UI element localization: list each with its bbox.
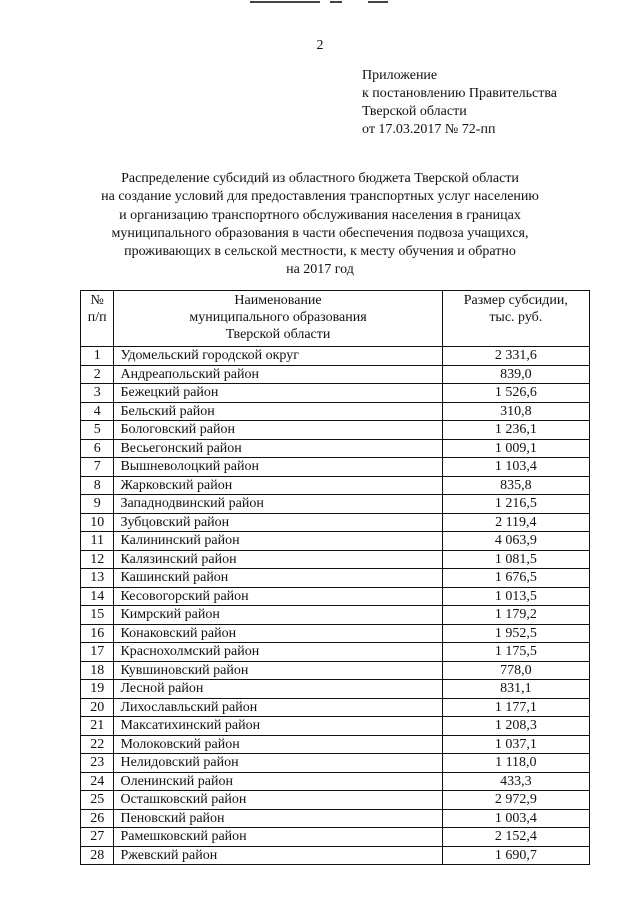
header-text: Наименование [234, 293, 322, 308]
row-municipality: Бологовский район [114, 421, 442, 440]
appendix-line: Тверской области [362, 104, 467, 119]
row-number: 15 [81, 606, 114, 625]
table-row [81, 439, 590, 458]
title-line: муниципального образования в части обеспечения подвоза учащихся, [111, 225, 529, 241]
row-number: 3 [81, 384, 114, 403]
table-row [81, 495, 590, 514]
row-municipality: Вышневолоцкий район [114, 458, 442, 477]
row-number: 21 [81, 717, 114, 736]
row-municipality: Оленинский район [114, 772, 442, 791]
row-subsidy: 1 179,2 [442, 606, 589, 625]
row-subsidy: 1 177,1 [442, 698, 589, 717]
header-number [81, 291, 114, 347]
table-row [81, 661, 590, 680]
row-subsidy: 2 972,9 [442, 791, 589, 810]
header-municipality [114, 291, 442, 347]
table-row [81, 569, 590, 588]
table-row [81, 754, 590, 773]
table-row [81, 735, 590, 754]
table-row [81, 458, 590, 477]
row-subsidy: 831,1 [442, 680, 589, 699]
row-number: 16 [81, 624, 114, 643]
row-number: 14 [81, 587, 114, 606]
table-row [81, 532, 590, 551]
header-text: тыс. руб. [489, 310, 543, 325]
table-row [81, 587, 590, 606]
title-line: на 2017 год [286, 262, 354, 278]
table-row [81, 772, 590, 791]
row-number: 24 [81, 772, 114, 791]
row-municipality: Калининский район [114, 532, 442, 551]
row-number: 2 [81, 365, 114, 384]
table-row [81, 347, 590, 366]
row-municipality: Молоковский район [114, 735, 442, 754]
row-municipality: Зубцовский район [114, 513, 442, 532]
row-subsidy: 1 236,1 [442, 421, 589, 440]
row-subsidy: 1 118,0 [442, 754, 589, 773]
row-municipality: Кувшиновский район [114, 661, 442, 680]
table-row [81, 476, 590, 495]
row-subsidy: 1 103,4 [442, 458, 589, 477]
document-title [60, 170, 580, 280]
row-number: 28 [81, 846, 114, 865]
table-row [81, 791, 590, 810]
row-subsidy: 1 690,7 [442, 846, 589, 865]
title-line: на создание условий для предоставления транспортных услуг населению [101, 189, 539, 205]
row-subsidy: 1 009,1 [442, 439, 589, 458]
table-row [81, 421, 590, 440]
title-line: и организацию транспортного обслуживания населения в границах [119, 207, 521, 223]
subsidy-table [80, 290, 590, 865]
row-municipality: Нелидовский район [114, 754, 442, 773]
row-municipality: Удомельский городской округ [114, 347, 442, 366]
row-municipality: Пеновский район [114, 809, 442, 828]
row-subsidy: 839,0 [442, 365, 589, 384]
table-body [81, 347, 590, 865]
row-municipality: Конаковский район [114, 624, 442, 643]
row-municipality: Краснохолмский район [114, 643, 442, 662]
row-municipality: Западнодвинский район [114, 495, 442, 514]
header-text: Размер субсидии, [463, 293, 568, 308]
row-subsidy: 2 331,6 [442, 347, 589, 366]
header-text: п/п [87, 310, 107, 325]
row-subsidy: 1 208,3 [442, 717, 589, 736]
appendix-block [362, 67, 557, 139]
row-number: 9 [81, 495, 114, 514]
row-subsidy: 1 952,5 [442, 624, 589, 643]
row-subsidy: 1 526,6 [442, 384, 589, 403]
table-row [81, 680, 590, 699]
appendix-line: к постановлению Правительства [362, 86, 558, 101]
table-row [81, 365, 590, 384]
row-number: 10 [81, 513, 114, 532]
row-municipality: Кашинский район [114, 569, 442, 588]
row-number: 4 [81, 402, 114, 421]
row-subsidy: 1 676,5 [442, 569, 589, 588]
scan-mark [250, 1, 320, 3]
table-row [81, 624, 590, 643]
row-number: 23 [81, 754, 114, 773]
table-row [81, 643, 590, 662]
row-number: 1 [81, 347, 114, 366]
table-row [81, 698, 590, 717]
row-subsidy: 1 216,5 [442, 495, 589, 514]
row-municipality: Рамешковский район [114, 828, 442, 847]
row-number: 8 [81, 476, 114, 495]
row-number: 19 [81, 680, 114, 699]
table-row [81, 828, 590, 847]
row-municipality: Андреапольский район [114, 365, 442, 384]
row-subsidy: 778,0 [442, 661, 589, 680]
row-number: 26 [81, 809, 114, 828]
row-municipality: Кесовогорский район [114, 587, 442, 606]
row-municipality: Максатихинский район [114, 717, 442, 736]
table-row [81, 809, 590, 828]
row-municipality: Бельский район [114, 402, 442, 421]
row-subsidy: 1 003,4 [442, 809, 589, 828]
row-number: 20 [81, 698, 114, 717]
scan-edge-marks [0, 0, 640, 6]
row-municipality: Ржевский район [114, 846, 442, 865]
table-row [81, 513, 590, 532]
row-number: 27 [81, 828, 114, 847]
page-number: 2 [316, 38, 324, 53]
row-municipality: Калязинский район [114, 550, 442, 569]
row-municipality: Лихославльский район [114, 698, 442, 717]
row-subsidy: 2 152,4 [442, 828, 589, 847]
row-number: 18 [81, 661, 114, 680]
table-row [81, 606, 590, 625]
row-municipality: Осташковский район [114, 791, 442, 810]
row-subsidy: 1 081,5 [442, 550, 589, 569]
header-text: муниципального образования [189, 310, 367, 325]
header-text: Тверской области [225, 327, 331, 342]
table-row [81, 384, 590, 403]
row-subsidy: 310,8 [442, 402, 589, 421]
row-number: 5 [81, 421, 114, 440]
row-subsidy: 433,3 [442, 772, 589, 791]
row-municipality: Кимрский район [114, 606, 442, 625]
scan-mark [368, 1, 388, 3]
row-municipality: Лесной район [114, 680, 442, 699]
row-number: 12 [81, 550, 114, 569]
header-text: № [90, 293, 104, 308]
row-number: 13 [81, 569, 114, 588]
appendix-line: от 17.03.2017 № 72-пп [362, 122, 496, 137]
header-subsidy [442, 291, 589, 347]
table-row [81, 717, 590, 736]
row-subsidy: 1 175,5 [442, 643, 589, 662]
row-subsidy: 2 119,4 [442, 513, 589, 532]
row-subsidy: 1 037,1 [442, 735, 589, 754]
scan-mark [330, 1, 342, 3]
row-municipality: Бежецкий район [114, 384, 442, 403]
row-number: 17 [81, 643, 114, 662]
title-line: Распределение субсидий из областного бюджета Тверской области [121, 171, 519, 186]
row-municipality: Жарковский район [114, 476, 442, 495]
row-number: 25 [81, 791, 114, 810]
table-row [81, 402, 590, 421]
row-subsidy: 4 063,9 [442, 532, 589, 551]
row-subsidy: 835,8 [442, 476, 589, 495]
row-number: 22 [81, 735, 114, 754]
row-number: 7 [81, 458, 114, 477]
table-row [81, 550, 590, 569]
table-header-row [81, 291, 590, 347]
row-municipality: Весьегонский район [114, 439, 442, 458]
row-subsidy: 1 013,5 [442, 587, 589, 606]
row-number: 6 [81, 439, 114, 458]
appendix-line: Приложение [362, 68, 438, 83]
table-row [81, 846, 590, 865]
row-number: 11 [81, 532, 114, 551]
title-line: проживающих в сельской местности, к месту обучения и обратно [124, 244, 516, 260]
